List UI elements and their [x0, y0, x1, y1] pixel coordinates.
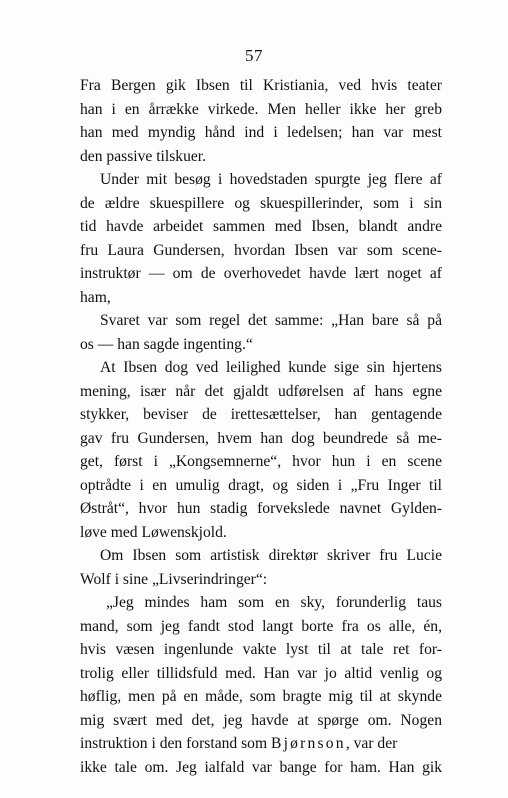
text-line: høflig, men på en måde, som bragte mig til at skynde [80, 688, 442, 705]
text-line: optrådte i en umulig dragt, og siden i „Fru Inger til [80, 476, 442, 494]
text-line: løve med Løwenskjold. [80, 523, 227, 541]
text-line: de ældre skuespillere og skuespillerinder, som i sin [80, 194, 442, 212]
text-line: At Ibsen dog ved leilighed kunde sige sin hjertens [100, 359, 442, 376]
text-line: Svaret var som regel det samme: „Han bare så på [100, 312, 442, 329]
spaced-name: Bjørnson [271, 735, 346, 752]
text-line: trolig eller tillidsfuld med. Han var jo altid venlig og [80, 664, 442, 682]
text-segment: , var der [345, 735, 398, 752]
text-line: „Jeg mindes ham som en sky, forunderlig taus [106, 594, 442, 611]
text-line [80, 732, 442, 756]
text-line: han med myndig hånd ind i ledelsen; han var mest [80, 124, 442, 141]
text-line: tid havde arbeidet sammen med Ibsen, blandt andre [80, 218, 442, 235]
text-line: get, først i „Kongsemnerne“, hvor hun i en scene [80, 453, 442, 470]
text-line: ikke tale om. Jeg ialfald var bange for ham. Han gik [80, 758, 442, 776]
text-line: Om Ibsen som artistisk direktør skriver fru Lucie [100, 547, 442, 564]
text-line: Under mit besøg i hovedstaden spurgte jeg flere af [100, 171, 442, 188]
text-line: mig svært med det, jeg havde at spørge om. Nogen [80, 711, 442, 729]
text-segment: instruktion i den forstand som [80, 735, 272, 752]
text-line: han i en årrække virkede. Men heller ikke her greb [80, 100, 442, 118]
text-line: fru Laura Gundersen, hvordan Ibsen var som scene- [80, 241, 442, 259]
page-number: 57 [245, 46, 263, 65]
text-line: instruktør — om de overhovedet havde lært noget af [80, 265, 442, 282]
text-line: den passive tilskuer. [80, 147, 207, 165]
text-line: gav fru Gundersen, hvem han dog beundrede så me- [80, 429, 442, 447]
text-line: Østråt“, hvor hun stadig forvekslede navnet Gylden- [80, 500, 442, 517]
text-line: Wolf i sine „Livserindringer“: [80, 570, 268, 588]
text-line: hvis væsen ingenlunde vakte lyst til at tale ret for- [80, 641, 442, 658]
text-line: ham, [80, 288, 111, 306]
text-line: mening, især når det gjaldt udførelsen af hans egne [80, 382, 442, 400]
text-line: os — han sagde ingenting.“ [80, 335, 253, 353]
text-line: stykker, beviser de irettesættelser, han gentagende [80, 406, 442, 423]
text-line: Fra Bergen gik Ibsen til Kristiania, ved hvis teater [80, 77, 442, 94]
body-text [80, 74, 442, 779]
text-line: mand, som jeg fandt stod langt borte fra os alle, én, [80, 617, 442, 635]
